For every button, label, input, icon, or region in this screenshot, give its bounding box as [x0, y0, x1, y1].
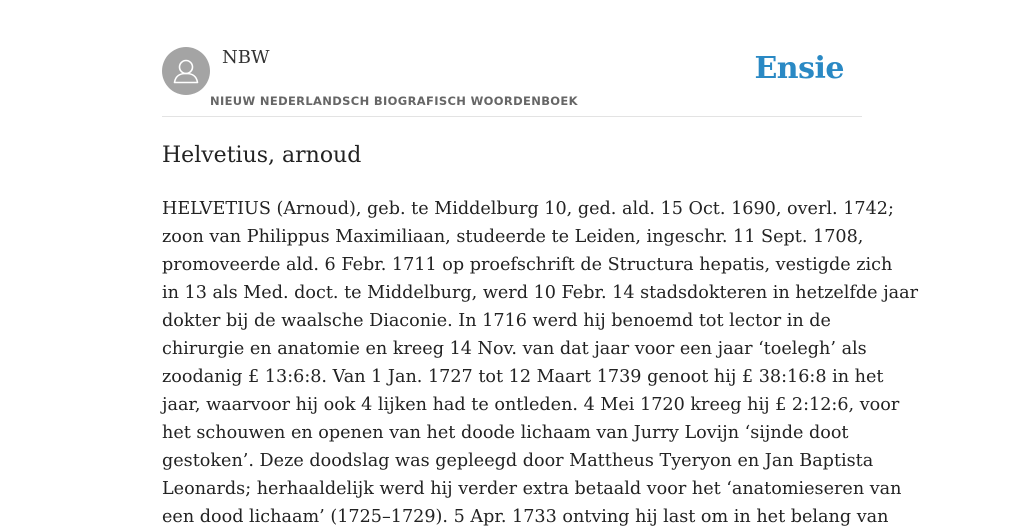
source-header	[162, 0, 862, 117]
article-body	[162, 170, 919, 531]
source-subtitle: NIEUW NEDERLANDSCH BIOGRAFISCH WOORDENBOEK	[210, 94, 578, 108]
source-name[interactable]: NBW	[222, 47, 270, 68]
body-line: een dood lichaam’ (1725–1729). 5 Apr. 1733 ontving hij last om in het belang van	[162, 507, 889, 527]
body-line: gestoken’. Deze doodslag was gepleegd door Mattheus Tyeryon en Jan Baptista	[162, 451, 874, 471]
body-line: HELVETIUS (Arnoud), geb. te Middelburg 10, ged. ald. 15 Oct. 1690, overl. 1742;	[162, 199, 894, 219]
user-silhouette-icon	[162, 47, 210, 95]
body-line: chirurgie en anatomie en kreeg 14 Nov. van dat jaar voor een jaar ‘toelegh’ als	[162, 339, 867, 359]
body-line: zoodanig £ 13:6:8. Van 1 Jan. 1727 tot 12 Maart 1739 genoot hij £ 38:16:8 in het	[162, 367, 884, 387]
body-line: dokter bij de waalsche Diaconie. In 1716 werd hij benoemd tot lector in de	[162, 311, 831, 331]
article-title: Helvetius, arnoud	[162, 143, 362, 168]
body-line: jaar, waarvoor hij ook 4 lijken had te ontleden. 4 Mei 1720 kreeg hij £ 2:12:6, voor	[162, 395, 900, 415]
body-line: zoon van Philippus Maximiliaan, studeerde te Leiden, ingeschr. 11 Sept. 1708,	[162, 227, 864, 247]
body-line: Leonards; herhaaldelijk werd hij verder extra betaald voor het ‘anatomieseren van	[162, 479, 902, 499]
body-line: het schouwen en openen van het doode lichaam van Jurry Lovijn ‘sijnde doot	[162, 423, 849, 443]
article-page	[162, 0, 919, 531]
body-line: in 13 als Med. doct. te Middelburg, werd 10 Febr. 14 stadsdokteren in hetzelfde jaar	[162, 283, 919, 303]
source-avatar[interactable]	[162, 47, 210, 95]
brand-logo[interactable]: Ensie	[754, 51, 844, 86]
body-line: promoveerde ald. 6 Febr. 1711 op proefschrift de Structura hepatis, vestigde zich	[162, 255, 893, 275]
